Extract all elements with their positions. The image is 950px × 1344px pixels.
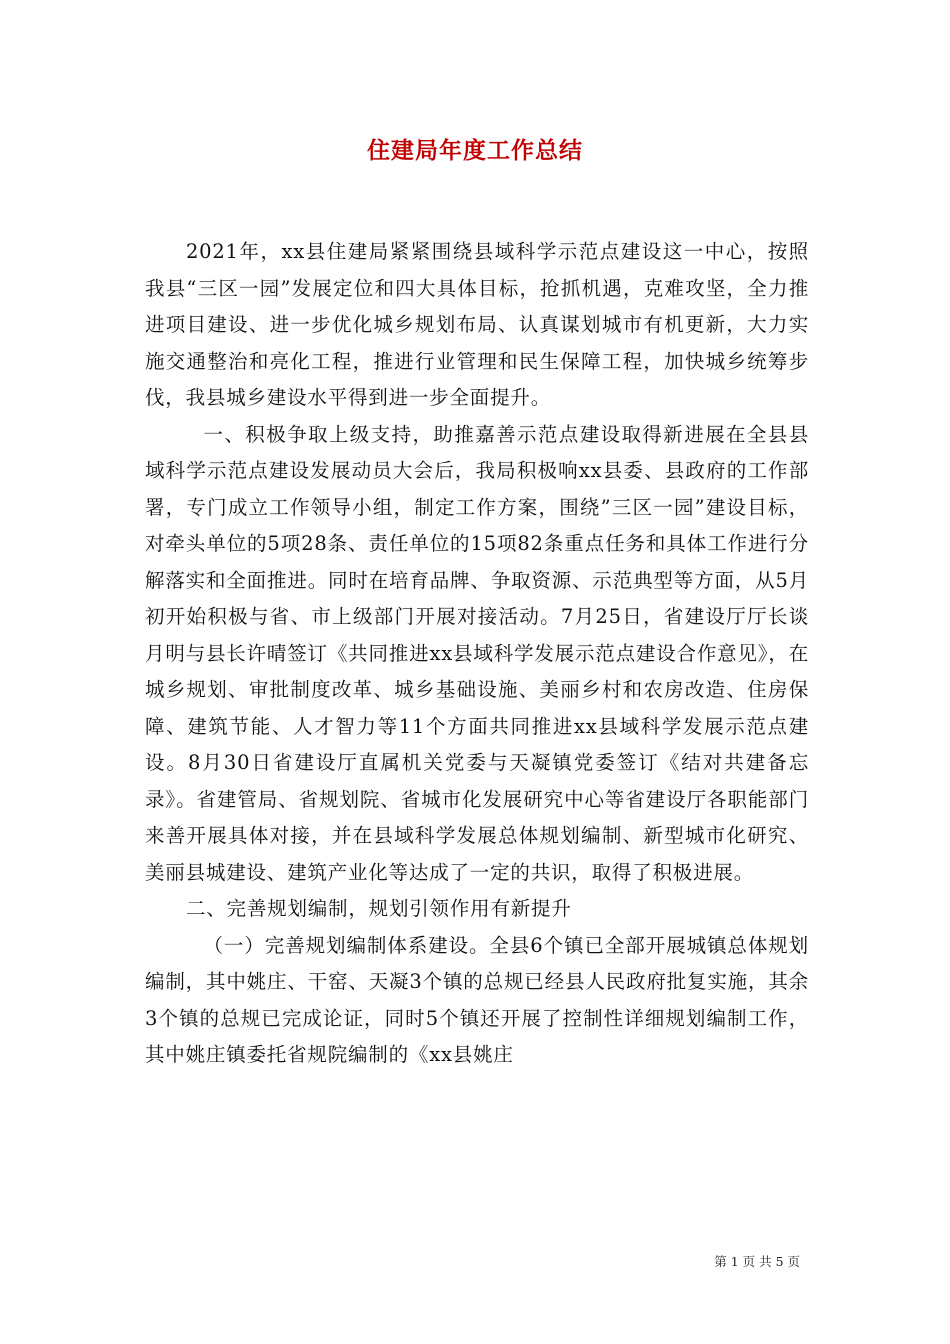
document-body xyxy=(145,234,809,1074)
page-number: 第 1 页 共 5 页 xyxy=(714,1254,800,1269)
document-title: 住建局年度工作总结 xyxy=(367,138,583,164)
paragraph-section-1: 一、积极争取上级支持，助推嘉善示范点建设取得新进展在全县县域科学示范点建设发展动员大会后，我局积极响xx县委、县政府的工作部署，专门成立工作领导小组，制定工作方案，围绕”三区一园”建设目标，对牵头单位的5项28条、责任单位的15项82条重点任务和具体工作进行分解落实和全面推进。同时在培育品牌、争取资源、示范典型等方面，从5月初开始积极与省、市上级部门开展对接活动。7月25日，省建设厅厅长谈月明与县长许晴签订《共同推进xx县域科学发展示范点建设合作意见》，在城乡规划、审批制度改革、城乡基础设施、美丽乡村和农房改造、住房保障、建筑节能、人才智力等11个方面共同推进xx县域科学发展示范点建设。8月30日省建设厅直属机关党委与天凝镇党委签订《结对共建备忘录》。省建管局、省规划院、省城市化发展研究中心等省建设厅各职能部门来善开展具体对接，并在县域科学发展总体规划编制、新型城市化研究、美丽县城建设、建筑产业化等达成了一定的共识，取得了积极进展。 xyxy=(145,422,809,884)
paragraph-section-2-1: （一）完善规划编制体系建设。全县6个镇已全部开展城镇总体规划编制，其中姚庄、干窑、天凝3个镇的总规已经县人民政府批复实施，其余3个镇的总规已完成论证，同时5个镇还开展了控制性详细规划编制工作，其中姚庄镇委托省规院编制的《xx县姚庄 xyxy=(145,933,809,1066)
paragraph-section-2-heading: 二、完善规划编制，规划引领作用有新提升 xyxy=(185,897,572,920)
paragraph-intro: 2021年，xx县住建局紧紧围绕县域科学示范点建设这一中心，按照我县“三区一园”发展定位和四大具体目标，抢抓机遇，克难攻坚，全力推进项目建设、进一步优化城乡规划布局、认真谋划城市有机更新，大力实施交通整治和亮化工程，推进行业管理和民生保障工程，加快城乡统筹步伐，我县城乡建设水平得到进一步全面提升。 xyxy=(145,240,809,409)
